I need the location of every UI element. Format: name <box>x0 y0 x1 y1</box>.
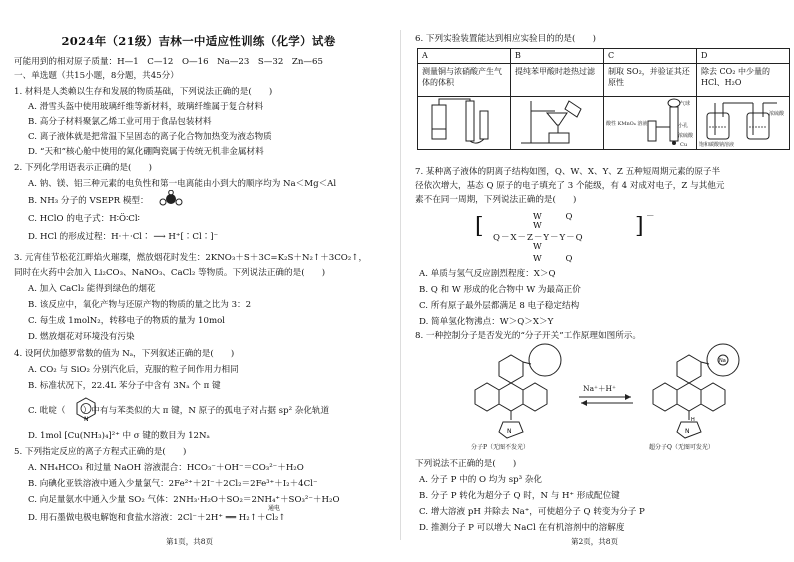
c-balloon-label: 气球 <box>680 101 691 107</box>
q1-stem: 1. 材料是人类赖以生存和发展的物质基础，下列说法正确的是( ) <box>14 87 273 97</box>
q1-option-a: A. 滑雪头盔中使用玻璃纤维等新材料，玻璃纤维属于复合材料 <box>28 102 264 112</box>
gas-syringe-apparatus-icon <box>418 97 510 147</box>
page-footer-1: 第1页，共8页 <box>166 537 214 546</box>
q8-option-c: C. 增大溶液 pH 并除去 Na⁺，可使超分子 Q 转变为分子 P <box>419 507 645 517</box>
caption-molecule-p: 分子P（无图不发光） <box>471 444 530 451</box>
q7-stem-line2: 径依次增大，基态 Q 原子的电子填充了 3 个能级，有 4 对成对电子，Z 与其他元 <box>415 181 725 191</box>
q1-option-c: C. 离子液体就是把常温下呈固态的离子化合物加热变为液态物质 <box>28 132 272 142</box>
q5-option-d: D. 用石墨做电极电解饱和食盐水溶液：2Cl⁻＋2H⁺ ══ H₂↑＋Cl₂↑ <box>28 513 286 523</box>
anion-charge: － <box>646 212 655 222</box>
svg-text:N: N <box>507 428 512 435</box>
q4-option-d: D. 1mol [Cu(NH₃)₄]²⁺ 中 σ 键的数目为 12Nₐ <box>28 431 210 441</box>
q3-stem-line1: 3. 元宵佳节松花江畔焰火璀璨，燃放烟花时发生：2KNO₃＋S＋3C=K₂S＋N₂↑＋3CO₂↑， <box>14 253 368 263</box>
q1-option-d: D. “天和”核心舱中使用的氮化硼陶瓷属于传统无机非金属材料 <box>28 147 264 157</box>
section-heading: 一、单选题（共15小题，8分题，共45分） <box>14 71 179 81</box>
right-column <box>405 0 794 562</box>
q6-header-c: C <box>604 49 697 64</box>
na-h-arrow-label: Na⁺＋H⁺ <box>583 384 616 393</box>
q7-option-a: A. 单质与氢气反应剧烈程度：X＞Q <box>419 269 556 279</box>
q6-figure-b <box>511 97 604 150</box>
anion-w-upper: W <box>533 221 542 231</box>
q7-option-b: B. Q 和 W 形成的化合物中 W 为最高正价 <box>419 285 581 295</box>
q3-stem-line2: 同时在火药中会加入 Li₂CO₃、NaNO₃、CaCl₂ 等物质。下列说法正确的是( ) <box>14 268 326 278</box>
c-kmno4-label: 酸性 KMnO₄ 溶液 <box>606 121 648 127</box>
exam-title: 2024年（21级）吉林一中适应性训练（化学）试卷 <box>61 34 336 48</box>
q8-option-a: A. 分子 P 中的 O 均为 sp³ 杂化 <box>419 475 542 485</box>
vsepr-model-icon <box>158 190 184 208</box>
atomic-masses: 可能用到的相对原子质量：H—1 C—12 O—16 Na—23 S—32 Zn—65 <box>14 57 323 67</box>
q6-desc-d: 除去 CO₂ 中少量的 HCl、H₂O <box>697 64 790 97</box>
svg-text:N: N <box>685 428 690 435</box>
q3-option-b: B. 该反应中，氧化产物与还原产物的物质的量之比为 3：2 <box>28 300 252 310</box>
q6-figure-d <box>697 97 790 150</box>
q7-stem-line3: 素不在同一周期，下列说法正确的是( ) <box>415 195 577 205</box>
q6-figure-a <box>418 97 511 150</box>
anion-w-lower: W <box>533 242 542 252</box>
q5-option-b: B. 向碘化亚铁溶液中通入少量氯气：2Fe²⁺＋2I⁻＋2Cl₂＝2Fe³⁺＋I₂＋4Cl⁻ <box>28 479 318 489</box>
q6-figure-c <box>604 97 697 150</box>
q6-header-b: B <box>511 49 604 64</box>
c-cu-label: Cu <box>680 142 688 147</box>
q4-option-b: B. 标准状况下，22.4L 苯分子中含有 3Nₐ 个 π 键 <box>28 381 221 391</box>
column-divider <box>400 30 401 540</box>
anion-row-bottom: W Q <box>533 254 574 264</box>
hot-filtration-apparatus-icon <box>511 97 603 147</box>
q4-option-c: C. 吡啶（ ）中有与苯类似的大 π 键，N 原子的孤电子对占据 sp² 杂化轨道 <box>28 406 330 416</box>
anion-row-top: W Q <box>533 212 574 222</box>
q8-option-d: D. 推测分子 P 可以增大 NaCl 在有机溶剂中的溶解度 <box>419 523 625 533</box>
q7-stem-line1: 7. 某种离子液体的阴离子结构如图，Q、W、X、Y、Z 五种短周期元素的原子半 <box>415 167 721 177</box>
d-h2so4-label: 浓硫酸 <box>769 111 785 117</box>
q2-option-c: C. HClO 的电子式：H∶Ö∶Cl∶ <box>28 214 140 224</box>
c-acid-label: 浓硫酸 <box>678 133 694 139</box>
bracket-right: ] <box>635 214 644 239</box>
q6-desc-a: 测量铜与浓硝酸产生气体的体积 <box>418 64 511 97</box>
so2-generation-apparatus-icon <box>604 97 696 147</box>
q4-stem: 4. 设阿伏加德罗常数的值为 Nₐ，下列叙述正确的是( ) <box>14 349 235 359</box>
q2-option-a: A. 钠、镁、铝三种元素的电负性和第一电离能由小到大的顺序均为 Na＜Mg＜Al <box>28 179 337 189</box>
q6-experiment-table <box>417 48 790 150</box>
q5-stem: 5. 下列指定反应的离子方程式正确的是( ) <box>14 447 187 457</box>
q6-desc-b: 提纯苯甲酸时趁热过滤 <box>511 64 604 97</box>
q3-option-d: D. 燃放烟花对环境没有污染 <box>28 332 135 342</box>
q-na-label: Na <box>719 358 726 364</box>
q8-stem: 8. 一种控制分子是否发光的“分子开关”工作原理如图所示。 <box>415 331 641 341</box>
q6-desc-c: 制取 SO₂，并验证其还原性 <box>604 64 697 97</box>
page-footer-2: 第2页，共8页 <box>571 537 619 546</box>
anion-row-middle: Q－X－Z－Y－Y－Q <box>493 233 584 243</box>
caption-supermolecule-q: 超分子Q（无图可发光） <box>649 444 714 451</box>
q6-stem: 6. 下列实验装置能达到相应实验目的的是( ) <box>415 34 596 44</box>
d-na2co3-label: 饱和碳酸钠溶液 <box>699 142 735 147</box>
pyridine-ring-icon <box>74 396 98 422</box>
q7-option-d: D. 简单氢化物沸点：W＞Q＞X＞Y <box>419 317 554 327</box>
q5-option-c: C. 向足量氨水中通入少量 SO₂ 气体：2NH₃·H₂O＋SO₂＝2NH₄⁺＋SO₃²⁻＋H₂O <box>28 495 340 505</box>
svg-text:N: N <box>84 416 89 422</box>
electrolysis-condition: 通电 <box>268 505 281 512</box>
q5-option-a: A. NH₄HCO₃ 和过量 NaOH 溶液混合：HCO₃⁻＋OH⁻＝CO₃²⁻＋H₂O <box>28 463 304 473</box>
molecule-p-structure-icon <box>455 342 575 442</box>
gas-washing-bottles-icon <box>697 97 789 147</box>
q6-header-a: A <box>418 49 511 64</box>
q7-option-c: C. 所有原子最外层都满足 8 电子稳定结构 <box>419 301 580 311</box>
q8-option-b: B. 分子 P 转化为超分子 Q 时，N 与 H⁺ 形成配位键 <box>419 491 620 501</box>
q2-option-b: B. NH₃ 分子的 VSEPR 模型： <box>28 196 149 206</box>
q3-option-c: C. 每生成 1molN₂，转移电子的物质的量为 10mol <box>28 316 226 326</box>
q6-header-d: D <box>697 49 790 64</box>
q2-stem: 2. 下列化学用语表示正确的是( ) <box>14 163 152 173</box>
q1-option-b: B. 高分子材料聚氯乙烯工业可用于食品包装材料 <box>28 117 212 127</box>
supermolecule-q-structure-icon <box>633 342 753 442</box>
q2-option-d: D. HCl 的形成过程：H·＋·Cl∶ ⟶ H⁺[∶Cl∶]⁻ <box>28 232 219 242</box>
q-h-label: H <box>691 417 695 423</box>
q4-option-a: A. CO₂ 与 SiO₂ 分别汽化后，克服的粒子间作用力相同 <box>28 365 239 375</box>
c-hole-label: 小孔 <box>678 123 689 129</box>
equilibrium-arrow-icon <box>577 394 635 406</box>
q8-ask: 下列说法不正确的是( ) <box>415 459 517 469</box>
bracket-left: [ <box>475 214 484 239</box>
q3-option-a: A. 加入 CaCl₂ 能得到绿色的烟花 <box>28 284 156 294</box>
